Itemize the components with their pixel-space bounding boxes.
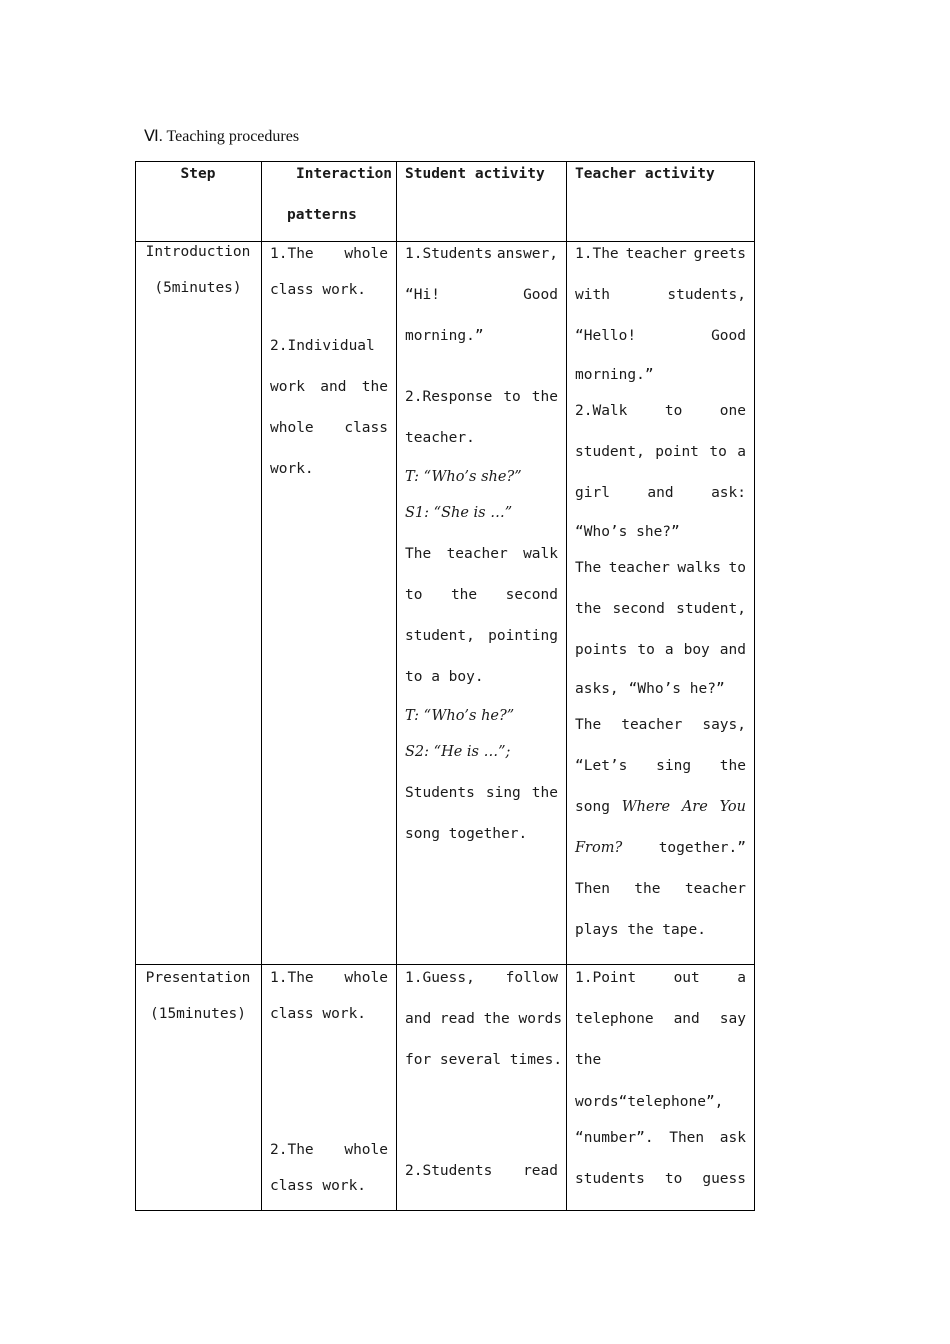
text-fragment: a	[737, 444, 746, 460]
text-fragment: ask:	[711, 485, 746, 501]
text-fragment: Good	[711, 328, 746, 344]
text-fragment: “Let’s	[575, 758, 628, 774]
text-fragment: The	[405, 546, 432, 562]
text-fragment: a	[664, 642, 674, 658]
text-fragment: follow	[505, 970, 558, 986]
text-fragment: “Who’s she?”	[575, 524, 680, 540]
intro-interaction	[270, 236, 388, 490]
text-fragment: work.	[270, 461, 314, 477]
text-fragment: and read the words	[405, 1011, 563, 1027]
text-fragment: teacher	[446, 546, 508, 562]
text-fragment: sing	[485, 785, 521, 801]
header-interaction: Interaction	[296, 166, 393, 182]
text-fragment: student,	[575, 444, 645, 460]
text-fragment: song	[575, 799, 610, 815]
text-fragment: 2.Individual	[270, 338, 375, 354]
text-fragment: to	[709, 444, 727, 460]
text-fragment: to	[637, 642, 655, 658]
text-fragment: Students	[405, 785, 475, 801]
step-duration: (15minutes)	[149, 1006, 247, 1022]
text-fragment: and	[320, 379, 347, 395]
text-fragment: “number”.	[575, 1130, 654, 1146]
text-fragment: for several times.	[405, 1052, 563, 1068]
text-fragment: teacher	[621, 717, 683, 733]
intro-teacher-activity	[575, 236, 746, 951]
text-fragment: 2.The	[270, 1142, 314, 1158]
text-fragment: greets	[693, 246, 746, 262]
text-fragment: the	[361, 379, 388, 395]
header-student-activity: Student activity	[405, 166, 545, 182]
text-fragment: with	[575, 287, 610, 303]
step-name: Presentation	[145, 970, 251, 986]
text-fragment: class work.	[270, 1006, 367, 1022]
text-fragment: the	[634, 881, 661, 897]
song-title-fragment: From?	[575, 840, 623, 856]
text-fragment: whole	[344, 970, 388, 986]
text-fragment: girl	[575, 485, 610, 501]
text-fragment: to	[664, 403, 683, 419]
text-fragment: asks,	[575, 681, 619, 697]
text-fragment: 1.Guess,	[405, 970, 475, 986]
text-fragment: 1.Point	[575, 970, 637, 986]
text-fragment: teacher	[608, 560, 670, 576]
text-fragment: and	[673, 1011, 700, 1027]
text-fragment: out	[673, 970, 700, 986]
table-border-left	[135, 161, 136, 1211]
presentation-teacher-activity	[575, 960, 746, 1200]
text-fragment: song together.	[405, 826, 528, 842]
text-fragment: 1.The	[270, 246, 314, 262]
dialogue-line: S1: “She is …”	[405, 505, 513, 521]
text-fragment: telephone	[575, 1011, 654, 1027]
text-fragment: 2.Response	[405, 389, 493, 405]
text-fragment: to	[664, 1171, 683, 1187]
text-fragment: students	[575, 1171, 645, 1187]
header-interaction-cont: patterns	[287, 207, 357, 223]
text-fragment: and	[719, 642, 746, 658]
text-fragment: say	[719, 1011, 746, 1027]
text-fragment: to	[728, 560, 746, 576]
presentation-interaction	[270, 960, 388, 1204]
header-teacher-activity: Teacher activity	[575, 166, 715, 182]
text-fragment: class	[344, 420, 388, 436]
column-divider	[566, 161, 567, 1211]
song-title-fragment: Are	[681, 799, 708, 815]
text-fragment: Then	[575, 881, 610, 897]
step-introduction	[135, 234, 261, 306]
header-step: Step	[180, 166, 216, 182]
text-fragment: class work.	[270, 1178, 367, 1194]
text-fragment: students,	[667, 287, 746, 303]
text-fragment: whole	[344, 1142, 388, 1158]
text-fragment: to	[405, 587, 423, 603]
text-fragment: a	[737, 970, 746, 986]
text-fragment: The	[575, 560, 602, 576]
text-fragment: walk	[523, 546, 558, 562]
dialogue-line: S2: “He is …”;	[405, 744, 511, 760]
step-name: Introduction	[145, 244, 251, 260]
text-fragment: the	[575, 601, 602, 617]
text-fragment: work	[270, 379, 305, 395]
text-fragment: 2.Students	[405, 1163, 493, 1179]
text-fragment: guess	[702, 1171, 746, 1187]
text-fragment: student,	[676, 601, 746, 617]
step-presentation	[135, 960, 261, 1032]
column-divider	[261, 161, 262, 1211]
dialogue-line: T: “Who’s he?”	[405, 708, 515, 724]
text-fragment: points	[575, 642, 628, 658]
text-fragment: 1.The	[575, 246, 619, 262]
text-fragment: to	[503, 389, 521, 405]
text-fragment: the	[575, 1052, 602, 1068]
song-title-fragment: You	[719, 799, 746, 815]
step-duration: (5minutes)	[154, 280, 242, 296]
text-fragment: to a boy.	[405, 669, 484, 685]
text-fragment: together.”	[658, 840, 746, 856]
text-fragment: second	[505, 587, 558, 603]
text-fragment: 1.The	[270, 970, 314, 986]
text-fragment: boy	[683, 642, 710, 658]
column-divider	[396, 161, 397, 1211]
text-fragment: the	[450, 587, 478, 603]
table-border-bottom	[135, 1210, 755, 1211]
text-fragment: second	[612, 601, 665, 617]
text-fragment: the	[531, 785, 558, 801]
text-fragment: answer,	[496, 246, 558, 262]
text-fragment: morning.”	[405, 328, 484, 344]
text-fragment: class work.	[270, 282, 367, 298]
song-title-fragment: Where	[621, 799, 671, 815]
text-fragment: the	[719, 758, 746, 774]
text-fragment: teacher	[625, 246, 687, 262]
text-fragment: sing	[656, 758, 692, 774]
section-heading: Ⅵ. Teaching procedures	[144, 128, 300, 145]
text-fragment: whole	[270, 420, 314, 436]
text-fragment: teacher.	[405, 430, 475, 446]
text-fragment: plays the tape.	[575, 922, 706, 938]
text-fragment: ask	[719, 1130, 746, 1146]
text-fragment: read	[523, 1163, 558, 1179]
text-fragment: whole	[344, 246, 388, 262]
text-fragment: The	[575, 717, 602, 733]
text-fragment: 1.Students	[405, 246, 493, 262]
text-fragment: “Hi!	[405, 287, 440, 303]
text-fragment: the	[531, 389, 558, 405]
presentation-student-activity	[405, 960, 563, 1192]
text-fragment: “Hello!	[575, 328, 637, 344]
text-fragment: point	[655, 444, 699, 460]
text-fragment: student,	[405, 628, 475, 644]
text-fragment: teacher	[684, 881, 746, 897]
text-fragment: 2.Walk	[575, 403, 628, 419]
text-fragment: pointing	[488, 628, 558, 644]
procedures-table	[135, 161, 755, 1211]
text-fragment: Then	[669, 1130, 705, 1146]
text-fragment: words“telephone”,	[575, 1094, 724, 1110]
intro-student-activity	[405, 236, 558, 855]
text-fragment: walks	[677, 560, 721, 576]
text-fragment: one	[719, 403, 746, 419]
text-fragment: and	[647, 485, 674, 501]
text-fragment: Good	[523, 287, 558, 303]
text-fragment: says,	[702, 717, 746, 733]
dialogue-line: T: “Who’s she?”	[405, 469, 522, 485]
table-border-right	[754, 161, 755, 1211]
text-fragment: morning.”	[575, 367, 654, 383]
text-fragment: “Who’s he?”	[628, 681, 725, 697]
